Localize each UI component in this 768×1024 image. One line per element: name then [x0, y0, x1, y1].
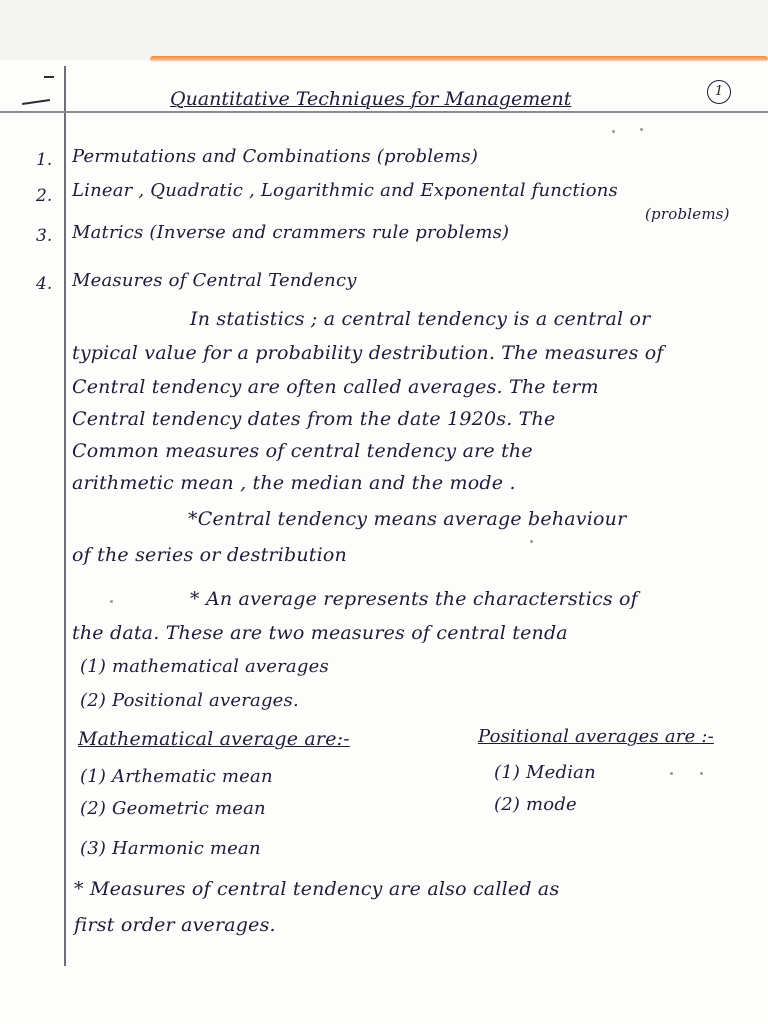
page-number: 1 [707, 80, 731, 104]
page-title: Quantitative Techniques for Management [170, 88, 572, 110]
body-line: * Measures of central tendency are also called as [74, 878, 560, 900]
body-line: arithmetic mean , the median and the mode . [72, 472, 516, 494]
body-line: typical value for a probability destribution. The measures of [72, 342, 664, 364]
topic-text: Permutations and Combinations (problems) [72, 146, 479, 167]
list-item: (1) Median [494, 762, 596, 783]
paper-speck [700, 772, 703, 775]
list-item: (2) mode [494, 794, 577, 815]
margin-tick [44, 76, 54, 78]
header-rule [0, 111, 768, 113]
body-line: In statistics ; a central tendency is a central or [190, 308, 651, 330]
body-line: the data. These are two measures of central tenda [72, 622, 568, 644]
paper-background-top [0, 0, 768, 60]
page-top-edge [150, 56, 768, 62]
body-line: * An average represents the characterstics of [190, 588, 638, 610]
body-line: *Central tendency means average behaviour [188, 508, 627, 530]
list-item: (3) Harmonic mean [80, 838, 261, 859]
paper-speck [640, 128, 643, 131]
body-line: (1) mathematical averages [80, 656, 329, 677]
list-item: (2) Geometric mean [80, 798, 266, 819]
topic-text: Measures of Central Tendency [72, 270, 357, 291]
paper-speck [670, 772, 673, 775]
topic-number: 2. [36, 186, 53, 206]
paper-speck [612, 130, 615, 133]
topic-number: 4. [36, 274, 53, 294]
body-line: Common measures of central tendency are the [72, 440, 533, 462]
topic-text: (problems) [645, 205, 730, 223]
body-line: of the series or destribution [72, 544, 347, 566]
margin-line [64, 66, 66, 966]
section-heading: Positional averages are :- [478, 726, 714, 747]
section-heading: Mathematical average are:- [78, 728, 350, 750]
topic-number: 1. [36, 150, 53, 170]
topic-number: 3. [36, 226, 53, 246]
margin-tick [22, 99, 50, 105]
body-line: Central tendency are often called averages. The term [72, 376, 599, 398]
paper-speck [110, 600, 113, 603]
topic-text: Linear , Quadratic , Logarithmic and Exponental functions [72, 180, 618, 201]
body-line: (2) Positional averages. [80, 690, 299, 711]
body-line: first order averages. [74, 914, 276, 936]
body-line: Central tendency dates from the date 1920s. The [72, 408, 556, 430]
topic-text: Matrics (Inverse and crammers rule problems) [72, 222, 510, 243]
paper-speck [530, 540, 533, 543]
list-item: (1) Arthematic mean [80, 766, 273, 787]
